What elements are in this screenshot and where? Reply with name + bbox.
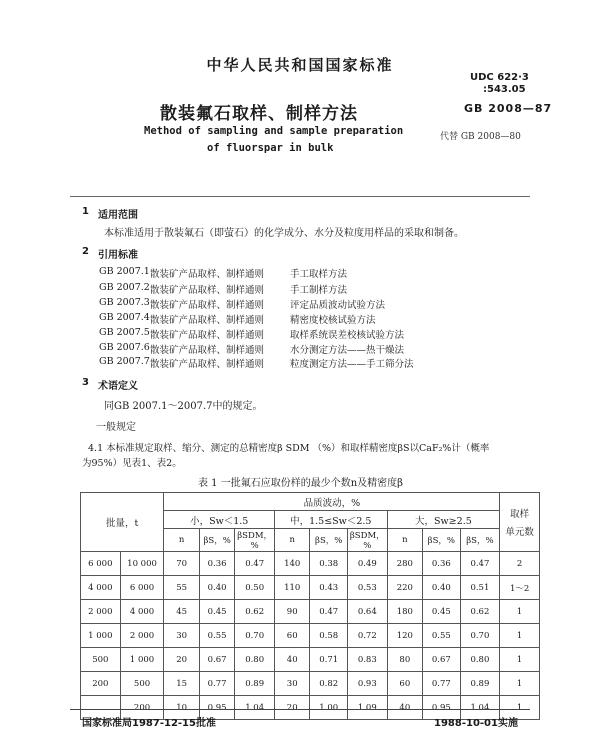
cell: 0.67 [199,648,234,672]
sampling-table [80,492,540,720]
cell: 110 [274,576,309,600]
cell: 20 [164,648,199,672]
cell: 0.58 [310,624,348,648]
col-n: n [387,529,422,552]
table-row [81,624,540,648]
cell: 0.89 [460,672,500,696]
table-caption: 表 1 一批氟石应取份样的最少个数n及精密度β [198,478,403,489]
cell: 0.80 [460,648,500,672]
cell: 0.47 [460,552,500,576]
quality-header: 品质波动，% [164,493,500,511]
ref-code: GB 2007.6 [99,342,150,353]
ref-text: 散装矿产品取样、制样通则 [150,330,265,341]
ref-method: 取样系统误差校核试验方法 [290,330,405,341]
table-header-row [81,493,540,511]
small-fluctuation-header: 小，Sw＜1.5 [164,511,275,529]
cell: 0.70 [460,624,500,648]
ref-text: 散装矿产品取样、制样通则 [150,315,265,326]
ref-text: 散装矿产品取样、制样通则 [150,359,265,370]
cell: 0.40 [423,576,461,600]
english-title-line1: Method of sampling and sample preparation [144,125,404,137]
clause-4-1-line2: 为95%）见表1、表2。 [82,458,182,469]
cell: 1～2 [500,576,540,600]
cell: 30 [274,672,309,696]
cell: 15 [164,672,199,696]
batch-from: 1 000 [81,624,121,648]
units-header-line1: 取样 [510,509,530,520]
cell: 0.80 [235,648,275,672]
cell: 0.47 [310,600,348,624]
approval-date: 国家标准局1987-12-15批准 [82,718,216,729]
cell: 0.62 [460,600,500,624]
cell: 0.72 [347,624,387,648]
cell: 0.55 [199,624,234,648]
cell: 0.67 [423,648,461,672]
cell: 60 [387,672,422,696]
cell: 0.50 [235,576,275,600]
cell: 0.62 [235,600,275,624]
udc-code: UDC 622·3 [470,72,529,83]
table-row [81,576,540,600]
cell: 90 [274,600,309,624]
cell: 1.09 [347,696,387,720]
footer-divider [70,709,530,710]
cell: 40 [387,696,422,720]
cell: 120 [387,624,422,648]
cell: 0.55 [423,624,461,648]
standard-name: 中华人民共和国国家标准 [206,56,394,74]
general-provisions-heading: 一般规定 [96,422,136,433]
ref-code: GB 2007.5 [99,327,150,338]
batch-from: 4 000 [81,576,121,600]
cell: 0.95 [423,696,461,720]
table-row [81,600,540,624]
cell: 0.64 [347,600,387,624]
medium-fluctuation-header: 中，1.5≤Sw＜2.5 [274,511,387,529]
cell: 20 [274,696,309,720]
cell: 280 [387,552,422,576]
cell: 0.53 [347,576,387,600]
cell: 0.77 [199,672,234,696]
cell: 0.49 [347,552,387,576]
cell: 40 [274,648,309,672]
standard-number: GB 2008—87 [464,102,553,115]
cell: 0.95 [199,696,234,720]
col-n: n [164,529,199,552]
col-n: n [274,529,309,552]
cell: 140 [274,552,309,576]
ref-method: 精密度校核试验方法 [290,315,376,326]
section-1-title: 适用范围 [98,210,138,221]
cell: 0.89 [235,672,275,696]
document-title: 散装氟石取样、制样方法 [160,104,358,124]
batch-to: 6 000 [120,576,164,600]
batch-to: 10 000 [120,552,164,576]
ref-method: 水分测定方法——热干燥法 [290,345,405,356]
batch-from: 500 [81,648,121,672]
section-2-number: 2 [82,246,89,257]
ref-code: GB 2007.3 [99,297,150,308]
cell: 0.45 [199,600,234,624]
cell: 0.71 [310,648,348,672]
cell: 1 [500,600,540,624]
cell: 0.36 [199,552,234,576]
clause-4-1-line1: 4.1 本标准规定取样、缩分、测定的总精密度β SDM （%）和取样精密度βS以CaF₂%计（概率 [88,443,490,454]
cell: 0.38 [310,552,348,576]
ref-code: GB 2007.4 [99,312,150,323]
ref-method: 手工取样方法 [290,269,348,280]
cell: 1 [500,696,540,720]
cell: 1 [500,672,540,696]
ref-text: 散装矿产品取样、制样通则 [150,269,265,280]
cell: 0.36 [423,552,461,576]
col-bsv: βS，% [460,529,500,552]
section-3-title: 术语定义 [98,381,138,392]
cell: 0.83 [347,648,387,672]
cell: 0.45 [423,600,461,624]
table-row [81,648,540,672]
ref-text: 散装矿产品取样、制样通则 [150,345,265,356]
batch-to: 2 000 [120,624,164,648]
col-bs: βS，% [310,529,348,552]
batch-to: 500 [120,672,164,696]
cell: 220 [387,576,422,600]
units-header-line2: 单元数 [505,527,534,538]
cell: 0.70 [235,624,275,648]
large-fluctuation-header: 大，Sw≥2.5 [387,511,500,529]
udc-code-2: :543.05 [483,84,526,95]
ref-method: 粒度测定方法——手工筛分法 [290,359,414,370]
section-3-number: 3 [82,377,89,388]
cell: 0.51 [460,576,500,600]
cell: 1.04 [460,696,500,720]
section-1-number: 1 [82,206,89,217]
cell: 0.43 [310,576,348,600]
cell: 1 [500,648,540,672]
cell: 1.04 [235,696,275,720]
col-bs: βS，% [423,529,461,552]
batch-to: 1 000 [120,648,164,672]
ref-code: GB 2007.2 [99,282,150,293]
cell: 1.00 [310,696,348,720]
cell: 0.47 [235,552,275,576]
units-header [500,493,540,552]
col-bs: βS，% [199,529,234,552]
table-row [81,552,540,576]
cell: 0.82 [310,672,348,696]
effective-date: 1988-10-01实施 [434,718,518,729]
cell: 70 [164,552,199,576]
section-1-text: 本标准适用于散装氟石（即萤石）的化学成分、水分及粒度用样品的采取和制备。 [104,228,464,239]
cell: 0.40 [199,576,234,600]
batch-from: 2 000 [81,600,121,624]
col-bsdm: βSDM，% [235,529,275,552]
section-2-title: 引用标准 [98,250,138,261]
cell: 30 [164,624,199,648]
batch-from: 200 [81,672,121,696]
cell: 60 [274,624,309,648]
ref-code: GB 2007.7 [99,356,150,367]
ref-code: GB 2007.1 [99,266,150,277]
cell: 80 [387,648,422,672]
cell: 2 [500,552,540,576]
cell: 0.77 [423,672,461,696]
cell: 45 [164,600,199,624]
ref-text: 散装矿产品取样、制样通则 [150,285,265,296]
english-title-line2: of fluorspar in bulk [207,142,334,154]
cell: 55 [164,576,199,600]
cell: 10 [164,696,199,720]
ref-text: 散装矿产品取样、制样通则 [150,300,265,311]
batch-to: 200 [120,696,164,720]
batch-from: 6 000 [81,552,121,576]
section-3-text: 同GB 2007.1～2007.7中的规定。 [104,401,263,412]
col-bsdm: βSDM，% [347,529,387,552]
batch-to: 4 000 [120,600,164,624]
cell: 1 [500,624,540,648]
cell: 0.93 [347,672,387,696]
ref-method: 手工制样方法 [290,285,348,296]
replaces-note: 代替 GB 2008—80 [440,132,521,142]
table-row [81,672,540,696]
ref-method: 评定品质波动试验方法 [290,300,386,311]
header-divider [70,196,530,197]
cell: 180 [387,600,422,624]
batch-header: 批量，t [81,493,164,552]
